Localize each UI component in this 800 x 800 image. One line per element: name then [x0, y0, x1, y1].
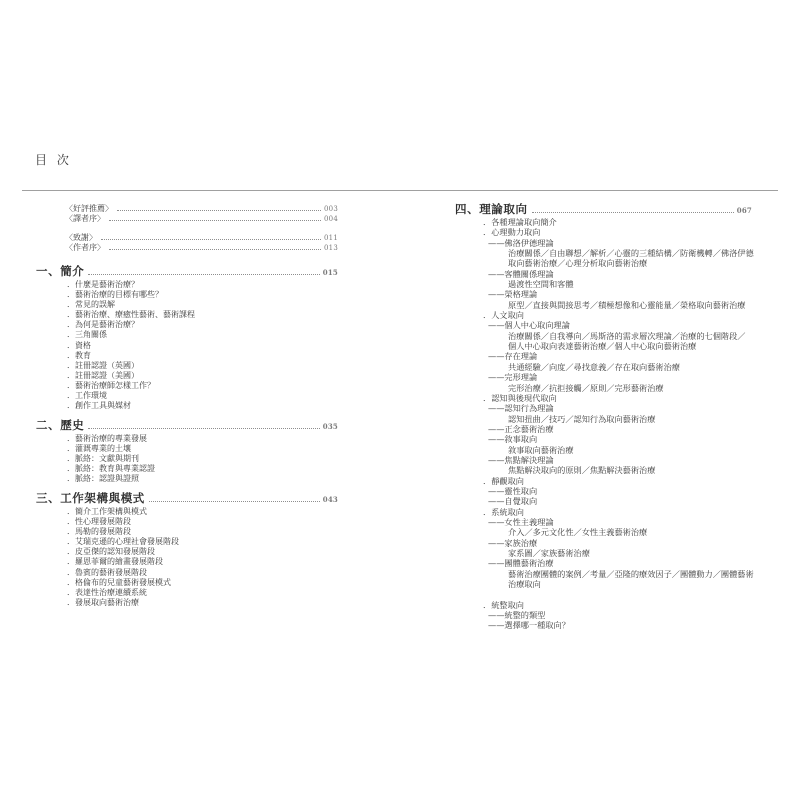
toc-section-group	[483, 393, 754, 476]
toc-detail: 原型／直接與間接思考／積極想像和心靈能量／榮格取向藝術治療	[508, 299, 746, 310]
toc-entry-page: 013	[324, 244, 338, 252]
chapter-item: ．教育	[67, 350, 91, 360]
toc-detail: 過渡性空間和客體	[508, 279, 574, 290]
toc-subsection: ——客體關係理論	[488, 268, 554, 279]
chapter-outline	[483, 217, 754, 631]
chapter-item: ．簡介工作架構與模式	[67, 507, 147, 516]
chapter-item: ．藝術治療的專業發展	[67, 434, 147, 443]
toc-subsection: ——認知行為理論	[488, 403, 554, 414]
toc-section: ．人文取向	[483, 310, 524, 321]
chapter-heading	[455, 202, 752, 218]
chapter-item: ．發展取向藝術治療	[67, 597, 139, 607]
toc-subsection: ——存在理論	[488, 351, 538, 362]
toc-section-group	[483, 227, 754, 310]
chapter-item: ．灌溉專業的土壤	[67, 444, 131, 454]
chapter-item: ．皮亞傑的認知發展階段	[67, 547, 155, 557]
header-divider	[22, 190, 778, 191]
toc-entry	[65, 243, 338, 253]
toc-entry	[65, 233, 338, 243]
toc-entry-label: 〈致謝〉	[65, 233, 97, 242]
toc-entry-label: 〈譯者序〉	[65, 214, 105, 223]
chapter-heading	[36, 418, 338, 434]
page-title: 目 次	[35, 153, 72, 167]
chapter-item: ．魯賓的藝術發展階段	[67, 567, 147, 577]
toc-subsection: ——統整的類型	[488, 610, 546, 621]
chapter-item: ．什麼是藝術治療？	[67, 280, 139, 289]
chapter-item: ．脈絡：文獻與期刊	[67, 454, 139, 464]
toc-subsection: ——自覺取向	[488, 496, 538, 507]
toc-entry-page: 004	[324, 215, 338, 223]
toc-detail: 治療取向	[508, 579, 541, 590]
dot-leader	[109, 220, 321, 221]
front-matter-group	[65, 233, 338, 253]
toc-detail: 共通經驗／向度／尋找意義／存在取向藝術治療	[508, 361, 680, 372]
toc-subsection: ——佛洛伊德理論	[488, 237, 554, 248]
dot-leader	[149, 501, 320, 502]
toc-detail: 認知扭曲／技巧／認知行為取向藝術治療	[508, 413, 656, 424]
chapter-item-list	[67, 280, 195, 411]
toc-subsection: ——正念藝術治療	[488, 423, 554, 434]
toc-subsection: ——完形理論	[488, 372, 538, 383]
chapter-item: ．工作環境	[67, 391, 107, 401]
toc-detail: 藝術治療團體的案例／考量／亞隆的療效因子／團體動力／團體藝術	[508, 568, 754, 579]
chapter-item: ．三角關係	[67, 330, 107, 340]
toc-section-group	[483, 476, 754, 507]
toc-subsection: ——敘事取向	[488, 434, 538, 445]
chapter-item: ．羅恩菲爾的繪畫發展階段	[67, 557, 163, 567]
dot-leader	[109, 249, 321, 250]
toc-subsection: ——女性主義理論	[488, 516, 554, 527]
toc-subsection: ——選擇哪一種取向？	[488, 620, 570, 631]
chapter-item: ．格倫布的兒童藝術發展模式	[67, 577, 171, 587]
toc-entry-label: 〈作者序〉	[65, 243, 105, 252]
chapter-title: 三、工作架構與模式	[36, 491, 145, 505]
chapter-item-list	[67, 507, 179, 608]
chapter-item: ．艾瑞克遜的心理社會發展階段	[67, 537, 179, 547]
toc-section: ．心理動力取向	[483, 227, 541, 238]
chapter-item: ．脈絡：教育與專業認證	[67, 464, 155, 474]
chapter-item: ．藝術治療、療癒性藝術、藝術課程	[67, 310, 195, 320]
toc-subsection: ——團體藝術治療	[488, 558, 554, 569]
chapter-item: ．常見的誤解	[67, 300, 115, 310]
toc-detail: 敘事取向藝術治療	[508, 444, 574, 455]
chapter-title: 四、理論取向	[455, 202, 528, 216]
toc-detail: 焦點解決取向的原則／焦點解決藝術治療	[508, 465, 656, 476]
toc-detail: 個人中心取向表達藝術治療／個人中心取向藝術治療	[508, 341, 697, 352]
chapter-item: ．脈絡：認證與證照	[67, 474, 139, 484]
toc-subsection: ——榮格理論	[488, 289, 538, 300]
toc-detail: 治療關係／自由聯想／解析／心靈的三種結構／防衛機轉／佛洛伊德	[508, 248, 754, 259]
chapter-item: ．創作工具與媒材	[67, 401, 131, 411]
toc-detail: 完形治療／抗拒接觸／原則／完形藝術治療	[508, 382, 664, 393]
dot-leader	[101, 239, 321, 240]
toc-subsection: ——焦點解決理論	[488, 454, 554, 465]
chapter-title: 一、簡介	[36, 264, 85, 278]
dot-leader	[117, 210, 321, 211]
toc-entry-page: 003	[324, 205, 338, 213]
toc-detail: 治療關係／自我導向／馬斯洛的需求層次理論／治療的七個階段／	[508, 330, 746, 341]
dot-leader	[532, 212, 734, 213]
chapter-item: ．表達性治療連續系統	[67, 587, 147, 597]
toc-section: ．各種理論取向簡介	[483, 217, 557, 227]
toc-subsection: ——個人中心取向理論	[488, 320, 570, 331]
toc-detail: 家系圖／家族藝術治療	[508, 548, 590, 558]
dot-leader	[88, 428, 319, 429]
chapter-page: 043	[322, 495, 338, 504]
toc-section-group	[483, 310, 754, 393]
chapter-item: ．馬勒的發展階段	[67, 527, 131, 537]
chapter-item: ．資格	[67, 340, 91, 350]
toc-section: ．靜觀取向	[483, 475, 524, 486]
toc-detail: 介入／多元文化性／女性主義藝術治療	[508, 527, 648, 538]
chapter-item: ．藝術治療的目標有哪些？	[67, 290, 163, 300]
toc-subsection: ——靈性取向	[488, 485, 538, 496]
chapter-page: 015	[322, 268, 338, 277]
toc-section: ．統整取向	[483, 599, 524, 610]
chapter-item: ．藝術治療師怎樣工作？	[67, 380, 155, 390]
dot-leader	[88, 274, 319, 275]
toc-entry-label: 〈好評推薦〉	[65, 204, 113, 213]
toc-entry	[65, 214, 338, 224]
toc-entry-page: 011	[324, 234, 338, 242]
chapter-title: 二、歷史	[36, 418, 85, 432]
chapter-item-list	[67, 434, 155, 484]
front-matter-group	[65, 204, 338, 224]
toc-subsection: ——家族治療	[488, 537, 538, 548]
chapter-item: ．為何是藝術治療？	[67, 320, 139, 330]
toc-section: ．認知與後現代取向	[483, 392, 557, 403]
toc-entry	[65, 204, 338, 214]
chapter-item: ．註冊認證（英國）	[67, 360, 139, 370]
toc-section-group	[483, 600, 754, 631]
chapter-heading	[36, 491, 338, 507]
toc-section-group	[483, 507, 754, 590]
toc-detail: 取向藝術治療／心理分析取向藝術治療	[508, 258, 648, 269]
chapter-heading	[36, 264, 338, 280]
toc-section-group	[483, 217, 754, 227]
chapter-page: 035	[322, 422, 338, 431]
toc-section: ．系統取向	[483, 506, 524, 517]
chapter-page: 067	[736, 206, 752, 215]
chapter-item: ．註冊認證（美國）	[67, 370, 139, 380]
chapter-item: ．性心理發展階段	[67, 517, 131, 527]
